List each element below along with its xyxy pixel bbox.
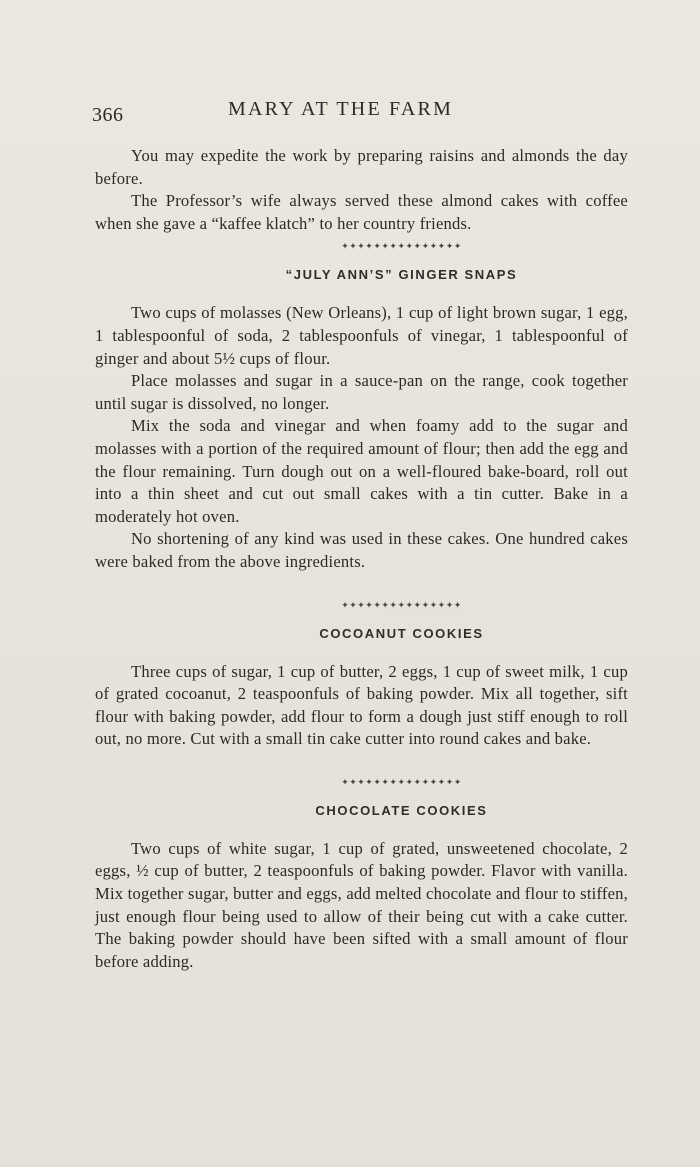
- intro-paragraph: You may expedite the work by preparing raisins and almonds the day before.: [95, 146, 628, 188]
- page-body: [95, 145, 628, 973]
- page-header: [92, 98, 626, 128]
- recipe-paragraph: Mix the soda and vinegar and when foamy add to the sugar and molasses with a portion of the required amount of flour; then add the egg and the flour remaining. Turn dough out on a well-floured bake-board, roll out into a thin sheet and cut out small cakes with a tin cutter. Bake in a moderately hot oven.: [95, 416, 628, 526]
- recipe-paragraph: Place molasses and sugar in a sauce-pan on the range, cook together until sugar is dissolved, no longer.: [95, 371, 628, 413]
- recipe-paragraph: Two cups of molasses (New Orleans), 1 cup of light brown sugar, 1 egg, 1 tablespoonful of soda, 2 tablespoonfuls of vinegar, 1 tablespoonful of ginger and about 5½ cups of flour.: [95, 303, 628, 368]
- recipe-cocoanut-cookies: [95, 661, 628, 751]
- ornament-divider: ✦✦✦✦✦✦✦✦✦✦✦✦✦✦✦: [341, 599, 462, 610]
- recipe-title-cocoanut-cookies: COCOANUT COOKIES: [319, 625, 484, 641]
- intro-section: [95, 145, 628, 235]
- recipe-paragraph: Two cups of white sugar, 1 cup of grated, unsweetened chocolate, 2 eggs, ½ cup of butter, 2 teaspoonfuls of baking powder. Flavor with vanilla. Mix together sugar, butter and eggs, add melted chocolate and flour to stiffen, just enough flour being used to allow of their being cut with a cake cutter. The baking powder should have been sifted with a small amount of flour before adding.: [95, 838, 628, 971]
- recipe-paragraph: Three cups of sugar, 1 cup of butter, 2 eggs, 1 cup of sweet milk, 1 cup of grated cocoanut, 2 teaspoonfuls of baking powder. Mix all together, sift flour with baking powder, add flour to form a dough just stiff enough to roll out, no more. Cut with a small tin cake cutter into round cakes and bake.: [95, 661, 628, 749]
- recipe-ginger-snaps: [95, 302, 628, 573]
- ornament-divider: ✦✦✦✦✦✦✦✦✦✦✦✦✦✦✦: [341, 776, 462, 787]
- ornament-divider: ✦✦✦✦✦✦✦✦✦✦✦✦✦✦✦: [341, 241, 462, 252]
- running-head: MARY AT THE FARM: [228, 98, 454, 120]
- recipe-chocolate-cookies: [95, 838, 628, 974]
- recipe-paragraph: No shortening of any kind was used in these cakes. One hundred cakes were baked from the above ingredients.: [95, 529, 628, 571]
- recipe-title-chocolate-cookies: CHOCOLATE COOKIES: [315, 802, 488, 818]
- recipe-title-ginger-snaps: “JULY ANN’S” GINGER SNAPS: [285, 267, 518, 283]
- intro-paragraph: The Professor’s wife always served these almond cakes with coffee when she gave a “kaffee klatch” to her country friends.: [95, 191, 628, 233]
- page-number: 366: [92, 104, 124, 126]
